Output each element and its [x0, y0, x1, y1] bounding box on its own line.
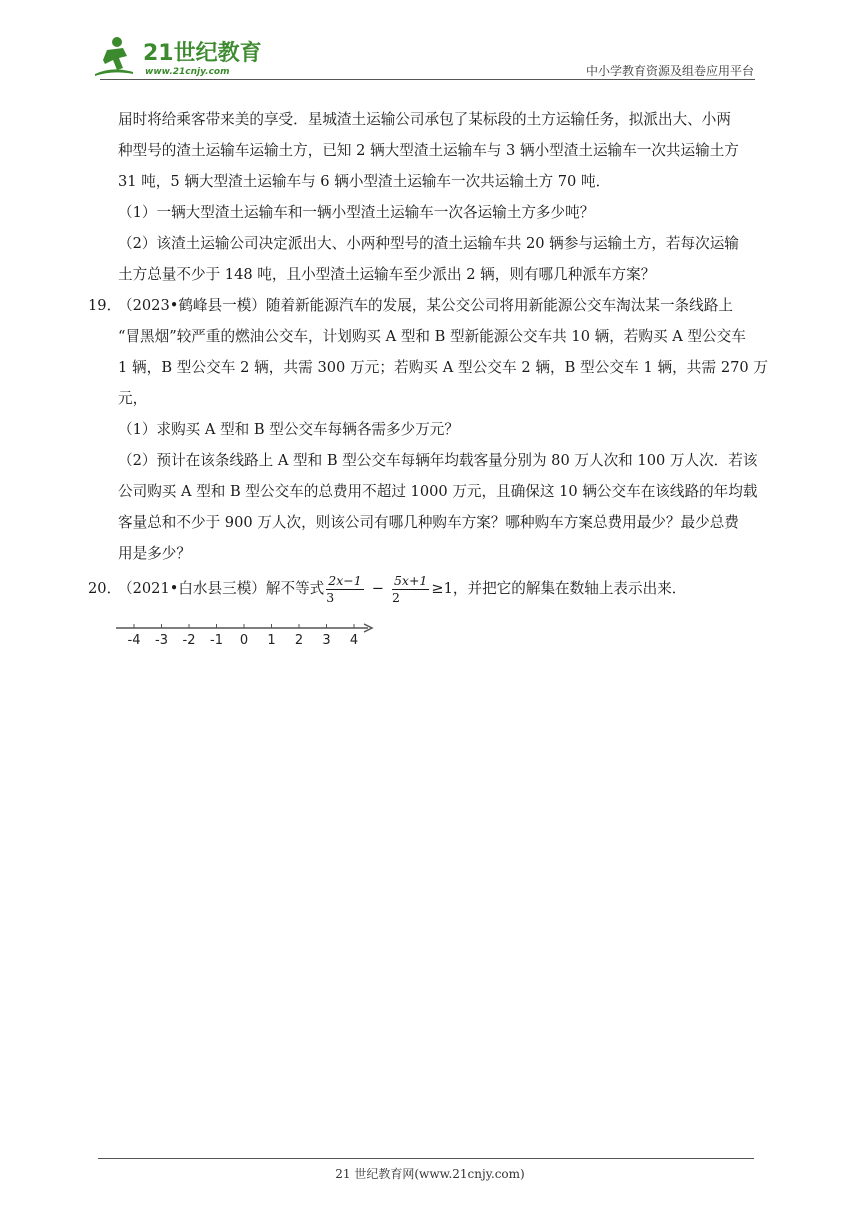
logo-text: 21世纪教育	[143, 41, 262, 66]
minus-sign: −	[371, 580, 384, 597]
footer-divider	[98, 1158, 754, 1159]
document-body	[88, 104, 768, 609]
fraction-1-numerator: 2x−1	[328, 572, 362, 588]
site-logo	[93, 34, 263, 80]
number-line-label: -2	[182, 633, 196, 648]
number-line-label: 2	[294, 633, 304, 648]
q18-sub1: （1）一辆大型渣土运输车和一辆小型渣土运输车一次各运输土方多少吨？	[118, 204, 595, 221]
q18-sub2-line-1: （2）该渣土运输公司决定派出大、小两种型号的渣土运输车共 20 辆参与运输土方，若每次运输	[118, 235, 739, 252]
footer-text: 21 世纪教育网(www.21cnjy.com)	[335, 1167, 525, 1181]
header-divider	[100, 79, 755, 80]
q19-number: 19．	[88, 297, 122, 314]
number-line-label: -4	[127, 633, 141, 648]
q20-prefix: （2021•白水县三模）解不等式	[118, 580, 325, 597]
q19-line-2: “冒黑烟”较严重的燃油公交车，计划购买 A 型和 B 型新能源公交车共 10 辆，若购买 A 型公交车	[118, 328, 746, 345]
q18-text-line-3: 31 吨，5 辆大型渣土运输车与 6 辆小型渣土运输车一次共运输土方 70 吨．	[118, 173, 611, 190]
q19-line-1	[88, 290, 768, 321]
number-line	[114, 620, 376, 650]
q19-text-1: （2023•鹤峰县一模）随着新能源汽车的发展，某公交公司将用新能源公交车淘汰某一条线路上	[118, 297, 733, 314]
q19-sub2-line-2: 公司购买 A 型和 B 型公交车的总费用不超过 1000 万元，且确保这 10 辆公交车在该线路的年均载	[118, 483, 758, 500]
q19-sub2-line-4: 用是多少？	[118, 545, 191, 562]
q18-sub2-line-2: 土方总量不少于 148 吨，且小型渣土运输车至少派出 2 辆，则有哪几种派车方案？	[118, 266, 656, 283]
number-line-label: 0	[239, 633, 249, 648]
q19-sub2-line-3: 客量总和不少于 900 万人次，则该公司有哪几种购车方案？哪种购车方案总费用最少？最少总费	[118, 514, 739, 531]
q18-text-line-2: 种型号的渣土运输车运输土方，已知 2 辆大型渣土运输车与 3 辆小型渣土运输车一次共运输土方	[118, 142, 739, 159]
fraction-1-denominator: 3	[326, 589, 335, 605]
q19-line-3: 1 辆，B 型公交车 2 辆，共需 300 万元；若购买 A 型公交车 2 辆，B 型公交车 1 辆，共需 270 万元，	[118, 359, 768, 407]
q19-sub1: （1）求购买 A 型和 B 型公交车每辆各需多少万元？	[118, 421, 459, 438]
number-line-label: 3	[322, 633, 331, 648]
fraction-1	[326, 574, 363, 605]
q20-line	[88, 569, 768, 609]
q18-text-line-1: 届时将给乘客带来美的享受．星城渣土运输公司承包了某标段的土方运输任务，拟派出大、小两	[118, 111, 731, 128]
fraction-2	[392, 574, 429, 605]
q20-suffix: ≥1，并把它的解集在数轴上表示出来．	[431, 580, 687, 597]
number-line-label: -1	[210, 633, 223, 648]
runner-icon	[95, 37, 133, 76]
platform-name: 中小学教育资源及组卷应用平台	[585, 64, 754, 78]
number-line-label: 4	[349, 633, 359, 648]
number-line-label: -3	[155, 633, 168, 648]
fraction-2-numerator: 5x+1	[393, 572, 428, 588]
q20-number: 20．	[88, 580, 122, 597]
fraction-2-denominator: 2	[391, 589, 400, 605]
q19-sub2-line-1: （2）预计在该条线路上 A 型和 B 型公交车每辆年均载客量分别为 80 万人次和 100 万人次．若该	[118, 452, 758, 469]
number-line-label: 1	[267, 633, 276, 648]
logo-url: www.21cnjy.com	[145, 67, 230, 77]
